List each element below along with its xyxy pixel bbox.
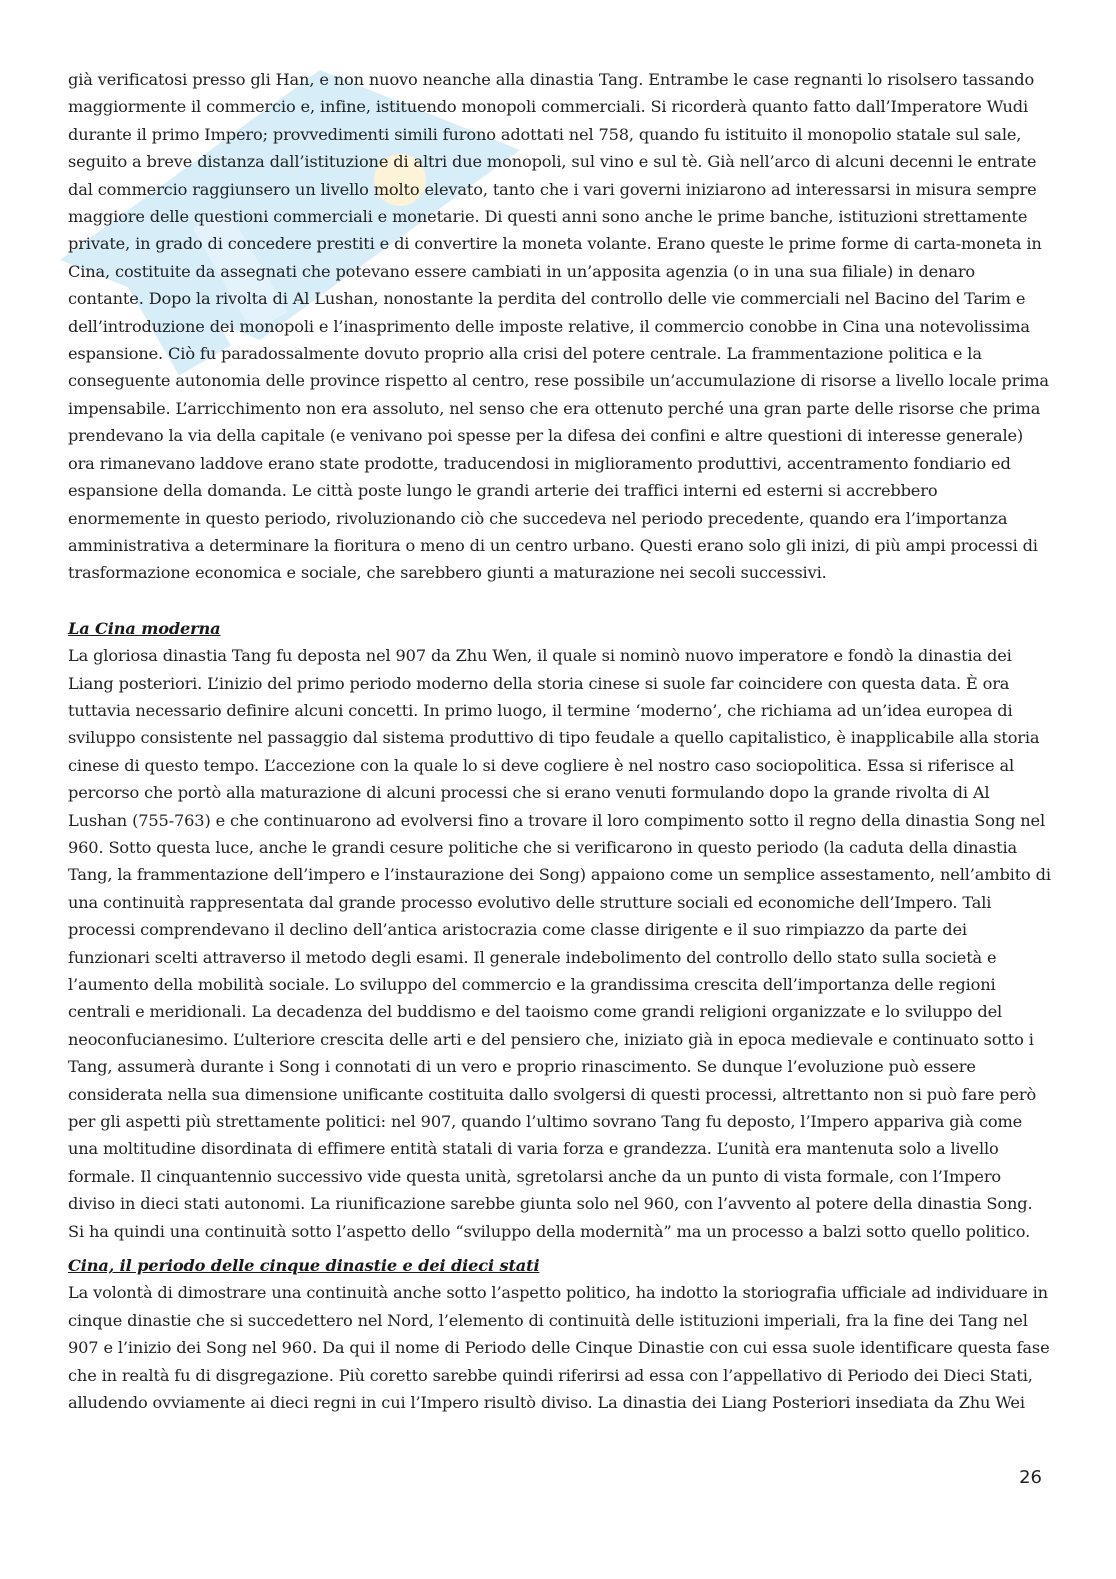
page-number: 26 bbox=[1019, 1467, 1042, 1488]
document-page bbox=[68, 66, 1053, 1417]
section-heading-modern-china: La Cina moderna bbox=[68, 618, 221, 638]
section-spacer bbox=[68, 587, 1053, 615]
section-spacer bbox=[68, 1245, 1053, 1252]
section-heading-five-dynasties: Cina, il periodo delle cinque dinastie e dei dieci stati bbox=[68, 1256, 540, 1276]
modern-china-paragraph: La gloriosa dinastia Tang fu deposta nel 907 da Zhu Wen, il quale si nominò nuovo imperatore e fondò la dinastia dei Liang posteriori. L’inizio del primo periodo moderno della storia cinese si suole far coincidere con questa data. È ora tuttavia necessario definire alcuni concetti. In primo luogo, il termine ‘moderno’, che richiama ad un’idea europea di sviluppo consistente nel passaggio dal sistema produttivo di tipo feudale a quello capitalistico, è inapplicabile alla storia cinese di questo tempo. L’accezione con la quale lo si deve cogliere è nel nostro caso sociopolitica. Essa si riferisce al percorso che portò alla maturazione di alcuni processi che si erano venuti formulando dopo la grande rivolta di Al Lushan (755-763) e che continuarono ad evolversi fino a trovare il loro compimento sotto il regno della dinastia Song nel 960. Sotto questa luce, anche le grandi cesure politiche che si verificarono in questo periodo (la caduta della dinastia Tang, la frammentazione dell’impero e l’instaurazione dei Song) appaiono come un semplice assestamento, nell’ambito di una continuità rappresentata dal grande processo evolutivo delle strutture sociali ed economiche dell’Impero. Tali processi comprendevano il declino dell’antica aristocrazia come classe dirigente e il suo rimpiazzo da parte dei funzionari scelti attraverso il metodo degli esami. Il generale indebolimento del controllo dello stato sulla società e l’aumento della mobilità sociale. Lo sviluppo del commercio e la grandissima crescita dell’importanza delle regioni centrali e meridionali. La decadenza del buddismo e del taoismo come grandi religioni organizzate e lo sviluppo del neoconfucianesimo. L’ulteriore crescita delle arti e del pensiero che, iniziato già in epoca medievale e continuato sotto i Tang, assumerà durante i Song i connotati di un vero e proprio rinascimento. Se dunque l’evoluzione può essere considerata nella sua dimensione unificante costituita dallo svolgersi di questi processi, altrettanto non si può fare però per gli aspetti più strettamente politici: nel 907, quando l’ultimo sovrano Tang fu deposto, l’Impero appariva già come una moltitudine disordinata di effimere entità statali di varia forza e grandezza. L’unità era mantenuta solo a livello formale. Il cinquantennio successivo vide questa unità, sgretolarsi anche da un punto di vista formale, con l’Impero diviso in dieci stati autonomi. La riunificazione sarebbe giunta solo nel 960, con l’avvento al potere della dinastia Song. Si ha quindi una continuità sotto l’aspetto dello “sviluppo della modernità” ma un processo a balzi sotto quello politico. bbox=[68, 646, 1051, 1241]
intro-paragraph: già verificatosi presso gli Han, e non nuovo neanche alla dinastia Tang. Entrambe le case regnanti lo risolsero tassando maggiormente il commercio e, infine, istituendo monopoli commerciali. Si ricorderà quanto fatto dall’Imperatore Wudi durante il primo Impero; provvedimenti simili furono adottati nel 758, quando fu istituito il monopolio statale sul sale, seguito a breve distanza dall’istituzione di altri due monopoli, sul vino e sul tè. Già nell’arco di alcuni decenni le entrate dal commercio raggiunsero un livello molto elevato, tanto che i vari governi iniziarono ad interessarsi in misura sempre maggiore delle questioni commerciali e monetarie. Di questi anni sono anche le prime banche, istituzioni strettamente private, in grado di concedere prestiti e di convertire la moneta volante. Erano queste le prime forme di carta-moneta in Cina, costituite da assegnati che potevano essere cambiati in un’apposita agenzia (o in una sua filiale) in denaro contante. Dopo la rivolta di Al Lushan, nonostante la perdita del controllo delle vie commerciali nel Bacino del Tarim e dell’introduzione dei monopoli e l’inasprimento delle imposte relative, il commercio conobbe in Cina una notevolissima espansione. Ciò fu paradossalmente dovuto proprio alla crisi del potere centrale. La frammentazione politica e la conseguente autonomia delle province rispetto al centro, rese possibile un’accumulazione di risorse a livello locale prima impensabile. L’arricchimento non era assoluto, nel senso che era ottenuto perché una gran parte delle risorse che prima prendevano la via della capitale (e venivano poi spesse per la difesa dei confini e altre questioni di interesse generale) ora rimanevano laddove erano state prodotte, traducendosi in miglioramento produttivi, accentramento fondiario ed espansione della domanda. Le città poste lungo le grandi arterie dei traffici interni ed esterni si accrebbero enormemente in questo periodo, rivoluzionando ciò che succedeva nel periodo precedente, quando era l’importanza amministrativa a determinare la fioritura o meno di un centro urbano. Questi erano solo gli inizi, di più ampi processi di trasformazione economica e sociale, che sarebbero giunti a maturazione nei secoli successivi. bbox=[68, 70, 1049, 583]
five-dynasties-paragraph: La volontà di dimostrare una continuità anche sotto l’aspetto politico, ha indotto la storiografia ufficiale ad individuare in cinque dinastie che si succedettero nel Nord, l’elemento di continuità delle istituzioni imperiali, fra la fine dei Tang nel 907 e l’inizio dei Song nel 960. Da qui il nome di Periodo delle Cinque Dinastie con cui essa suole identificare questa fase che in realtà fu di disgregazione. Più coretto sarebbe quindi riferirsi ad essa con l’appellativo di Periodo dei Dieci Stati, alludendo ovviamente ai dieci regni in cui l’Impero risultò diviso. La dinastia dei Liang Posteriori insediata da Zhu Wei bbox=[68, 1283, 1050, 1413]
